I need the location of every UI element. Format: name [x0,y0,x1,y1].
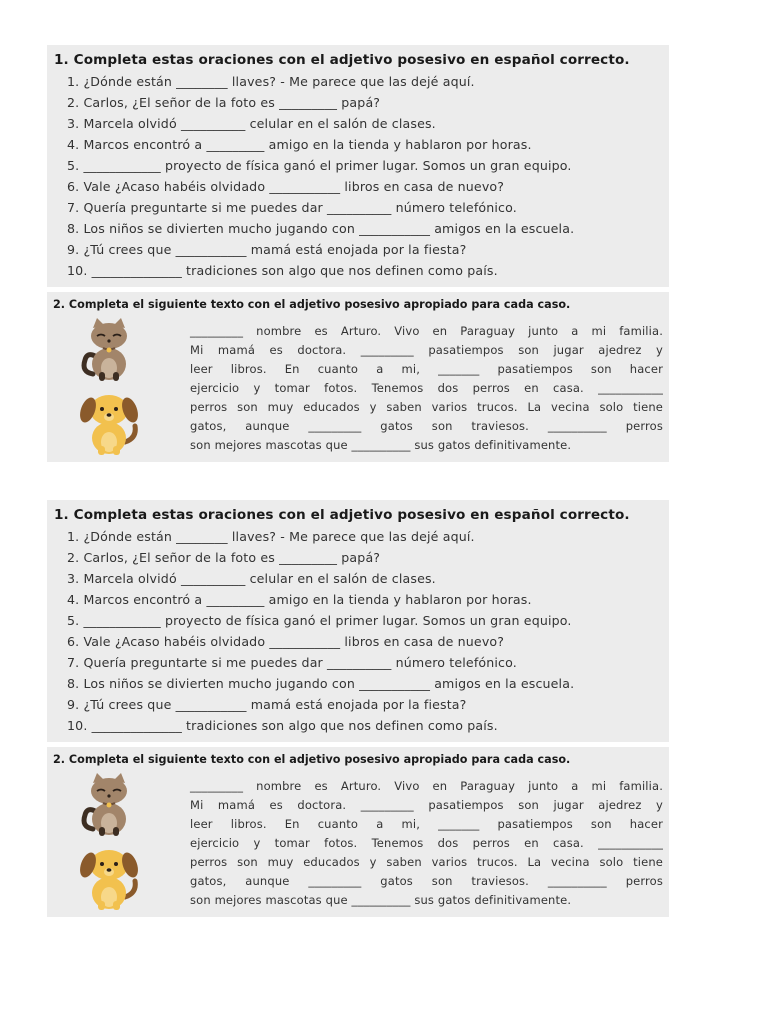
exercise-2-title: 2. Completa el siguiente texto con el adjetivo posesivo apropiado para cada caso. [53,298,571,311]
exercise-1-item: 9. ¿Tú crees que ___________ mamá está enojada por la fiesta? [67,242,467,257]
exercise-1-item: 10. ______________ tradiciones son algo que nos definen como país. [67,263,498,278]
exercise-2-line: son mejores mascotas que __________ sus gatos definitivamente. [190,438,572,452]
exercise-2-line: gatos, aunque _________ gatos son traviesos. __________ perros [190,419,663,433]
exercise-2-panel [47,747,669,917]
exercise-1-item: 8. Los niños se divierten mucho jugando con ___________ amigos en la escuela. [67,221,575,236]
exercise-2-line: leer libros. En cuanto a mi, _______ pasatiempos son hacer [190,362,663,376]
exercise-2-line: ejercicio y tomar fotos. Tenemos dos perros en casa. ___________ [190,381,663,395]
exercise-2-panel [47,292,669,462]
exercise-1-title: 1. Completa estas oraciones con el adjetivo posesivo en español correcto. [54,507,630,523]
exercise-2-line: perros son muy educados y saben varios trucos. La vecina solo tiene [190,400,663,414]
exercise-2-line: Mi mamá es doctora. _________ pasatiempos son jugar ajedrez y [190,798,663,812]
exercise-1-panel [47,500,669,742]
exercise-1-item: 1. ¿Dónde están ________ llaves? - Me parece que las dejé aquí. [67,74,475,89]
exercise-2-line: leer libros. En cuanto a mi, _______ pasatiempos son hacer [190,817,663,831]
cat-icon [79,316,141,386]
cat-icon [79,771,141,841]
exercise-1-item: 7. Quería preguntarte si me puedes dar __________ número telefónico. [67,200,517,215]
exercise-1-item: 2. Carlos, ¿El señor de la foto es _________ papá? [67,95,381,110]
exercise-1-item: 4. Marcos encontró a _________ amigo en la tienda y hablaron por horas. [67,137,532,152]
dog-icon [75,390,143,460]
exercise-1-panel [47,45,669,287]
exercise-2-line: _________ nombre es Arturo. Vivo en Paraguay junto a mi familia. [190,779,663,793]
exercise-2-title: 2. Completa el siguiente texto con el adjetivo posesivo apropiado para cada caso. [53,753,571,766]
exercise-2-line: Mi mamá es doctora. _________ pasatiempos son jugar ajedrez y [190,343,663,357]
exercise-1-item: 6. Vale ¿Acaso habéis olvidado ___________ libros en casa de nuevo? [67,179,505,194]
exercise-1-item: 10. ______________ tradiciones son algo que nos definen como país. [67,718,498,733]
exercise-1-item: 3. Marcela olvidó __________ celular en el salón de clases. [67,571,436,586]
exercise-2-line: _________ nombre es Arturo. Vivo en Paraguay junto a mi familia. [190,324,663,338]
exercise-1-item: 5. ____________ proyecto de física ganó el primer lugar. Somos un gran equipo. [67,613,572,628]
exercise-2-line: gatos, aunque _________ gatos son traviesos. __________ perros [190,874,663,888]
exercise-1-item: 5. ____________ proyecto de física ganó el primer lugar. Somos un gran equipo. [67,158,572,173]
exercise-1-item: 7. Quería preguntarte si me puedes dar __________ número telefónico. [67,655,517,670]
exercise-1-item: 8. Los niños se divierten mucho jugando con ___________ amigos en la escuela. [67,676,575,691]
exercise-1-title: 1. Completa estas oraciones con el adjetivo posesivo en español correcto. [54,52,630,68]
exercise-2-line: ejercicio y tomar fotos. Tenemos dos perros en casa. ___________ [190,836,663,850]
exercise-1-item: 6. Vale ¿Acaso habéis olvidado ___________ libros en casa de nuevo? [67,634,505,649]
exercise-1-item: 9. ¿Tú crees que ___________ mamá está enojada por la fiesta? [67,697,467,712]
exercise-1-item: 4. Marcos encontró a _________ amigo en la tienda y hablaron por horas. [67,592,532,607]
exercise-1-item: 1. ¿Dónde están ________ llaves? - Me parece que las dejé aquí. [67,529,475,544]
exercise-1-item: 2. Carlos, ¿El señor de la foto es _________ papá? [67,550,381,565]
dog-icon [75,845,143,915]
exercise-2-line: perros son muy educados y saben varios trucos. La vecina solo tiene [190,855,663,869]
exercise-2-line: son mejores mascotas que __________ sus gatos definitivamente. [190,893,572,907]
exercise-1-item: 3. Marcela olvidó __________ celular en el salón de clases. [67,116,436,131]
